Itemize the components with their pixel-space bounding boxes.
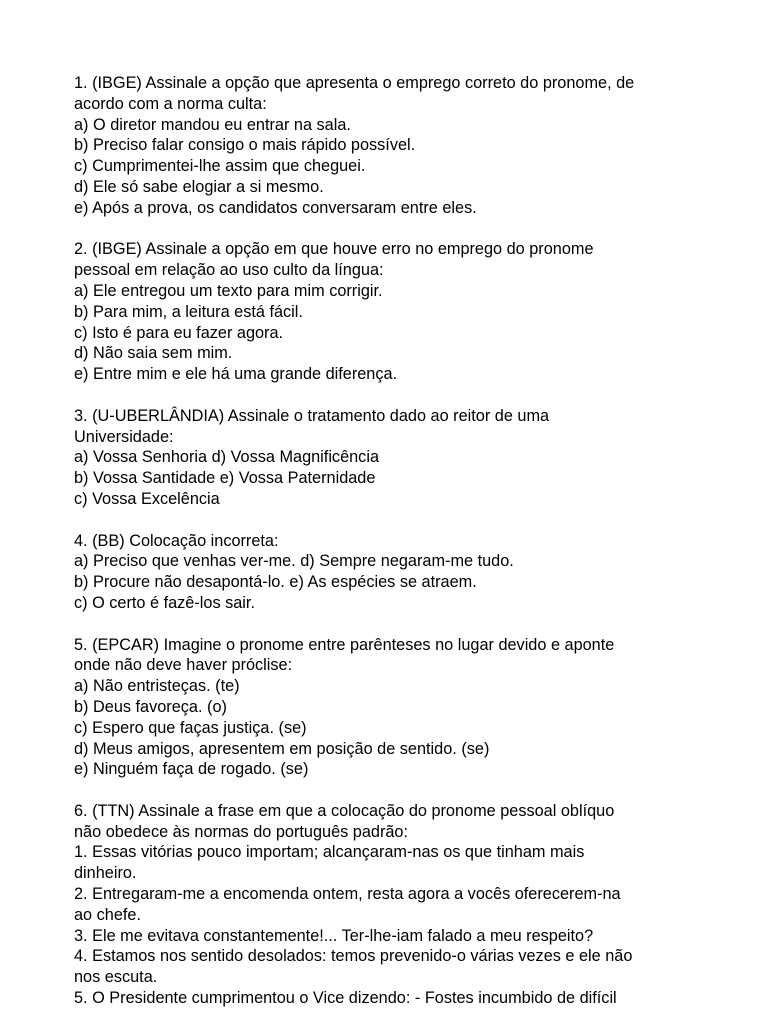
question-1-option-b: b) Preciso falar consigo o mais rápido possível. bbox=[74, 136, 416, 155]
question-5-line-1: 5. (EPCAR) Imagine o pronome entre parênteses no lugar devido e aponte bbox=[74, 635, 615, 654]
question-3 bbox=[74, 406, 714, 510]
question-5 bbox=[74, 635, 714, 781]
question-1 bbox=[74, 73, 714, 219]
question-5-option-a: a) Não entristeças. (te) bbox=[74, 677, 240, 696]
question-1-line-1: 1. (IBGE) Assinale a opção que apresenta o emprego correto do pronome, de bbox=[74, 74, 635, 92]
question-6-item-4-cont: nos escuta. bbox=[74, 968, 158, 987]
question-1-option-c: c) Cumprimentei-lhe assim que cheguei. bbox=[74, 157, 366, 176]
question-6-line-1: 6. (TTN) Assinale a frase em que a colocação do pronome pessoal oblíquo bbox=[74, 801, 615, 820]
question-2 bbox=[74, 239, 714, 385]
question-6-item-2-cont: ao chefe. bbox=[74, 905, 141, 924]
question-6-item-3: 3. Ele me evitava constantemente!... Ter-lhe-iam falado a meu respeito? bbox=[74, 926, 594, 945]
question-2-option-e: e) Entre mim e ele há uma grande diferença. bbox=[74, 365, 398, 384]
question-3-line-2: Universidade: bbox=[74, 427, 174, 446]
question-3-options-a-d: a) Vossa Senhoria d) Vossa Magnificência bbox=[74, 448, 379, 467]
question-6-item-2: 2. Entregaram-me a encomenda ontem, resta agora a vocês oferecerem-na bbox=[74, 885, 621, 904]
question-3-line-1: 3. (U-UBERLÂNDIA) Assinale o tratamento dado ao reitor de uma bbox=[74, 406, 550, 425]
question-3-options-b-e: b) Vossa Santidade e) Vossa Paternidade bbox=[74, 469, 376, 488]
question-1-option-a: a) O diretor mandou eu entrar na sala. bbox=[74, 115, 351, 134]
question-1-line-2: acordo com a norma culta: bbox=[74, 94, 267, 113]
question-6-item-5: 5. O Presidente cumprimentou o Vice dizendo: - Fostes incumbido de difícil bbox=[74, 989, 617, 1008]
question-2-line-1: 2. (IBGE) Assinale a opção em que houve erro no emprego do pronome bbox=[74, 240, 594, 259]
question-6-item-4: 4. Estamos nos sentido desolados: temos prevenido-o várias vezes e ele não bbox=[74, 947, 633, 966]
question-5-line-2: onde não deve haver próclise: bbox=[74, 656, 293, 675]
question-5-option-e: e) Ninguém faça de rogado. (se) bbox=[74, 760, 309, 779]
question-6 bbox=[74, 801, 714, 1009]
question-1-option-d: d) Ele só sabe elogiar a si mesmo. bbox=[74, 177, 324, 196]
question-2-option-b: b) Para mim, a leitura está fácil. bbox=[74, 302, 303, 321]
question-6-line-2: não obedece às normas do português padrão: bbox=[74, 822, 409, 841]
question-4-options-b-e: b) Procure não desapontá-lo. e) As espécies se atraem. bbox=[74, 573, 477, 592]
question-2-option-c: c) Isto é para eu fazer agora. bbox=[74, 323, 284, 342]
question-1-option-e: e) Após a prova, os candidatos conversaram entre eles. bbox=[74, 198, 477, 217]
question-5-option-c: c) Espero que faças justiça. (se) bbox=[74, 718, 307, 737]
question-4-option-c: c) O certo é fazê-los sair. bbox=[74, 593, 255, 612]
question-5-option-b: b) Deus favoreça. (o) bbox=[74, 697, 227, 716]
question-5-option-d: d) Meus amigos, apresentem em posição de sentido. (se) bbox=[74, 739, 490, 758]
question-4 bbox=[74, 531, 714, 614]
question-3-option-c: c) Vossa Excelência bbox=[74, 489, 220, 508]
question-4-line-1: 4. (BB) Colocação incorreta: bbox=[74, 531, 279, 550]
question-6-item-1-cont: dinheiro. bbox=[74, 864, 137, 883]
document-body bbox=[74, 73, 714, 1024]
question-2-option-d: d) Não saia sem mim. bbox=[74, 344, 233, 363]
question-2-option-a: a) Ele entregou um texto para mim corrigir. bbox=[74, 281, 383, 300]
question-4-options-a-d: a) Preciso que venhas ver-me. d) Sempre negaram-me tudo. bbox=[74, 552, 514, 571]
question-2-line-2: pessoal em relação ao uso culto da língua: bbox=[74, 261, 384, 280]
question-6-item-1: 1. Essas vitórias pouco importam; alcançaram-nas os que tinham mais bbox=[74, 843, 585, 862]
